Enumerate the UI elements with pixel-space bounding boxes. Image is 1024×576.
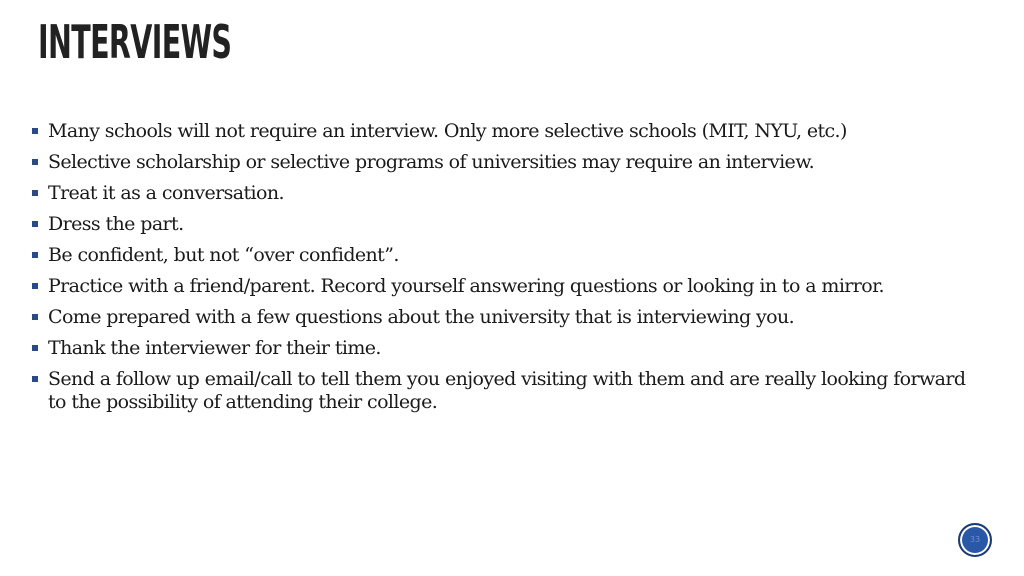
square-bullet-icon bbox=[32, 190, 38, 196]
bullet-text: Selective scholarship or selective programs of universities may require an interview. bbox=[48, 151, 815, 173]
bullet-text: Many schools will not require an interview. Only more selective schools (MIT, NYU, etc.) bbox=[48, 120, 847, 142]
bullet-text: Be confident, but not “over confident”. bbox=[48, 244, 399, 266]
bullet-item bbox=[32, 306, 972, 329]
square-bullet-icon bbox=[32, 283, 38, 289]
slide-title: INTERVIEWS bbox=[38, 15, 232, 69]
bullet-text: Practice with a friend/parent. Record yourself answering questions or looking in to a mirror. bbox=[48, 275, 884, 297]
bullet-text: Dress the part. bbox=[48, 213, 184, 235]
square-bullet-icon bbox=[32, 314, 38, 320]
bullet-item bbox=[32, 275, 972, 298]
bullet-item bbox=[32, 120, 972, 143]
bullet-item bbox=[32, 182, 972, 205]
bullet-text: Send a follow up email/call to tell them you enjoyed visiting with them and are really looking forward to the possibility of attending their college. bbox=[48, 368, 966, 413]
square-bullet-icon bbox=[32, 345, 38, 351]
slide-number-badge bbox=[958, 523, 992, 557]
bullet-item bbox=[32, 337, 972, 360]
bullet-item bbox=[32, 151, 972, 174]
bullet-text: Come prepared with a few questions about the university that is interviewing you. bbox=[48, 306, 795, 328]
bullet-item bbox=[32, 244, 972, 267]
bullet-text: Thank the interviewer for their time. bbox=[48, 337, 381, 359]
slide-number: 33 bbox=[969, 535, 981, 544]
bullet-item bbox=[32, 213, 972, 236]
square-bullet-icon bbox=[32, 221, 38, 227]
square-bullet-icon bbox=[32, 252, 38, 258]
bullet-text: Treat it as a conversation. bbox=[48, 182, 284, 204]
square-bullet-icon bbox=[32, 376, 38, 382]
bullet-list bbox=[32, 120, 972, 422]
square-bullet-icon bbox=[32, 128, 38, 134]
bullet-item bbox=[32, 368, 972, 414]
square-bullet-icon bbox=[32, 159, 38, 165]
